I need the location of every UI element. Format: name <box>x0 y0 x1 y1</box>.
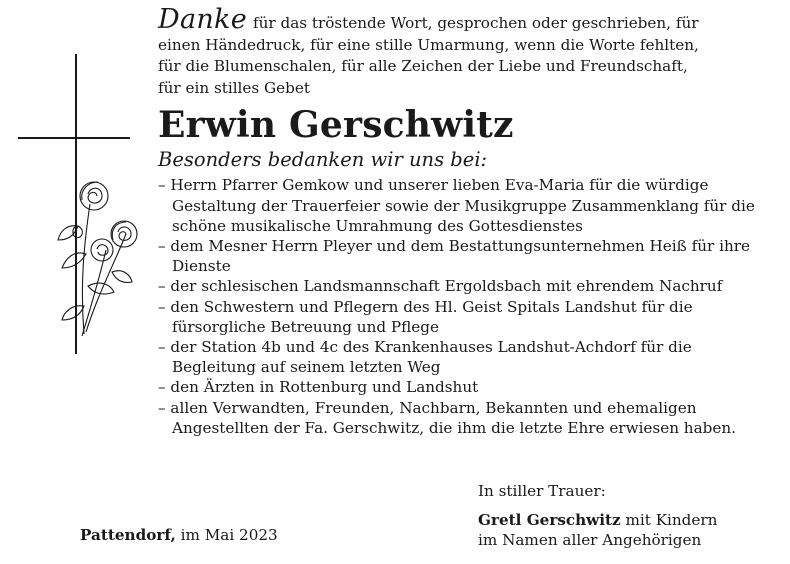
mourning-label: In stiller Trauer: <box>478 482 606 500</box>
list-item: – den Schwestern und Pflegern des Hl. Geist Spitals Landshut für die fürsorgliche Betreuung und Pflege <box>158 297 693 336</box>
mourners <box>478 481 717 551</box>
list-item: – Herrn Pfarrer Gemkow und unserer lieben Eva-Maria für die würdige Gestaltung der Trauerfeier sowie der Musikgruppe Zusammenklang für die schöne musikalische Umrahmung des Gottesdienstes <box>158 176 755 235</box>
thanks-list <box>158 175 768 438</box>
list-item: – der Station 4b und 4c des Krankenhauses Landshut-Achdorf für die Begleitung auf seinem letzten Weg <box>158 338 692 377</box>
date: im Mai 2023 <box>180 526 278 544</box>
mourner-suffix: mit Kindern <box>625 510 718 529</box>
thanks-heading: Besonders bedanken wir uns bei: <box>158 148 488 172</box>
deceased-name: Erwin Gerschwitz <box>158 104 514 147</box>
list-item: – dem Mesner Herrn Pleyer und dem Bestattungsunternehmen Heiß für ihre Dienste <box>158 236 750 276</box>
mourner-name: Gretl Gerschwitz <box>478 510 621 529</box>
intro-lead: Danke <box>158 4 247 35</box>
mourner-line-2: im Namen aller Angehörigen <box>478 531 702 549</box>
mourner-line-1 <box>478 510 717 531</box>
place-date <box>80 525 278 546</box>
cross-with-roses-icon <box>18 54 138 354</box>
intro-line-3: für die Blumenschalen, für alle Zeichen der Liebe und Freundschaft, <box>158 57 688 76</box>
list-item: – der schlesischen Landsmannschaft Ergoldsbach mit ehrendem Nachruf <box>158 277 723 296</box>
notice-body <box>158 4 768 438</box>
intro-line-1: für das tröstende Wort, gesprochen oder geschrieben, für <box>252 14 699 32</box>
intro-line-2: einen Händedruck, für eine stille Umarmung, wenn die Worte fehlten, <box>158 35 699 54</box>
list-item: – allen Verwandten, Freunden, Nachbarn, Bekannten und ehemaligen Angestellten der Fa. Gerschwitz, die ihm die letzte Ehre erwiesen haben. <box>158 398 736 437</box>
intro-text <box>158 4 768 99</box>
intro-line-4: für ein stilles Gebet <box>158 78 310 97</box>
place: Pattendorf, <box>80 526 176 544</box>
list-item: – den Ärzten in Rottenburg und Landshut <box>158 378 479 397</box>
